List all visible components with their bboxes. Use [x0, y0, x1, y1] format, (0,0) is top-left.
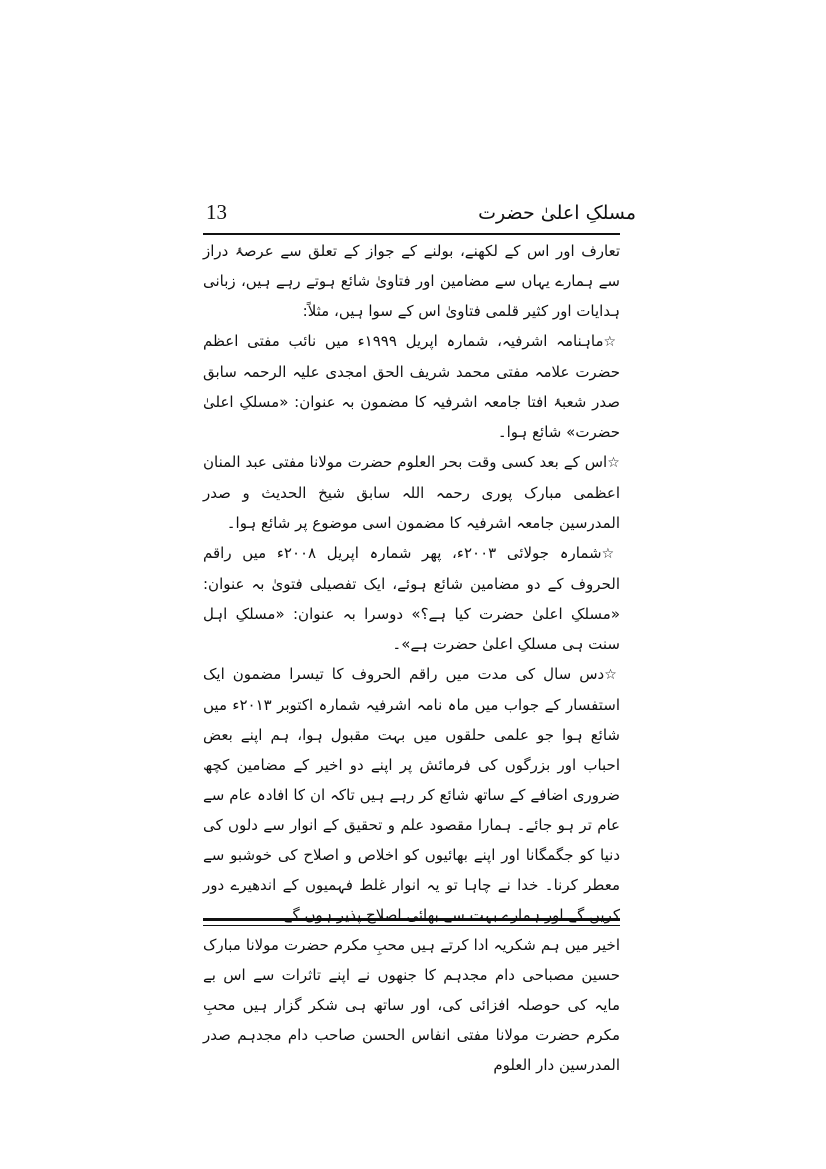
paragraph-closing: [203, 930, 620, 1080]
paragraph-text: شمارہ جولائی ۲۰۰۳ء، پھر شمارہ اپریل ۲۰۰۸ء میں راقم الحروف کے دو مضامین شائع ہوئے، ایک تفصیلی فتویٰ بہ عنوان: «مسلکِ اعلیٰ حضرت کیا ہے؟» دوسرا بہ عنوان: «مسلکِ اہل سنت ہی مسلکِ اعلیٰ حضرت ہے»۔: [203, 544, 620, 653]
paragraph-text: تعارف اور اس کے لکھنے، بولنے کے جواز کے تعلق سے عرصۂ دراز سے ہمارے یہاں سے مضامین اور فتاویٰ شائع ہوتے رہے ہیں، زبانی ہدایات اور کثیر قلمی فتاویٰ اس کے سوا ہیں، مثلاً:: [203, 242, 620, 320]
running-head: مسلکِ اعلیٰ حضرت: [478, 202, 636, 224]
paragraph-item-4: [203, 659, 620, 930]
paragraph-text: دس سال کی مدت میں راقم الحروف کا تیسرا مضمون ایک استفسار کے جواب میں ماہ نامہ اشرفیہ شمارہ اکتوبر ۲۰۱۳ء میں شائع ہوا جو علمی حلقوں میں بہت مقبول ہوا، ہم اپنے بعض احباب اور بزرگوں کی فرمائش پر اپنے دو اخیر کے مضامین کچھ ضروری اضافے کے ساتھ شائع کر رہے ہیں تاکہ ان کا افادہ عام سے عام تر ہو جائے۔ ہمارا مقصود علم و تحقیق کے انوار سے دلوں کی دنیا کو جگمگانا اور اپنے بھائیوں کو اخلاص و اصلاح کی خوشبو سے معطر کرنا۔ خدا نے چاہا تو یہ انوار غلط فہمیوں کے اندھیرے دور کریں گے اور ہمارے بہت سے بھائی اصلاح پذیر ہوں گے۔: [203, 665, 620, 924]
paragraph-item-2: [203, 447, 620, 538]
footer-rule-thin: [203, 925, 620, 926]
paragraph-item-1: [203, 326, 620, 447]
star-icon: ☆: [607, 455, 620, 471]
paragraph-item-3: [203, 538, 620, 659]
paragraph-intro: [203, 236, 620, 326]
paragraph-text: ماہنامہ اشرفیہ، شمارہ اپریل ۱۹۹۹ء میں نائب مفتی اعظم حضرت علامہ مفتی محمد شریف الحق امجدی علیہ الرحمہ سابق صدر شعبۂ افتا جامعہ اشرفیہ کا مضمون بہ عنوان: «مسلکِ اعلیٰ حضرت» شائع ہوا۔: [203, 332, 620, 441]
body-text: [203, 236, 620, 1080]
star-icon: ☆: [604, 667, 620, 683]
star-icon: ☆: [603, 334, 620, 350]
paragraph-text: اخیر میں ہم شکریہ ادا کرتے ہیں محبِ مکرم حضرت مولانا مبارک حسین مصباحی دام مجدہم کا جنھوں نے اپنے تاثرات سے اس بے مایہ کی حوصلہ افزائی کی، اور ساتھ ہی شکر گزار ہیں محبِ مکرم حضرت مولانا مفتی انفاس الحسن صاحب دام مجدہم صدر المدرسین دار العلوم: [203, 936, 620, 1074]
page-number: 13: [206, 200, 227, 224]
star-icon: ☆: [601, 546, 621, 562]
header-rule: [203, 233, 620, 235]
footer-rule-thick: [203, 918, 620, 921]
paragraph-text: اس کے بعد کسی وقت بحر العلوم حضرت مولانا مفتی عبد المنان اعظمی مبارک پوری رحمہ اللہ سابق شیخ الحدیث و صدر المدرسین جامعہ اشرفیہ کا مضمون اسی موضوع پر شائع ہوا۔: [203, 453, 620, 532]
